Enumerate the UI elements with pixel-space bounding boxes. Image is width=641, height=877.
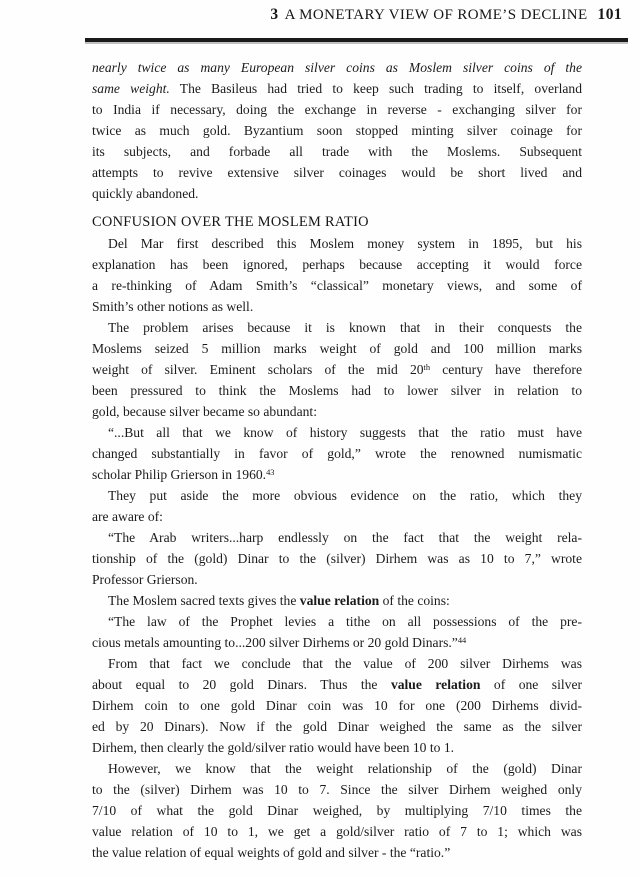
text-segment: ed by 20 Dinars). Now if the gold Dinar weighed the same as the silver	[92, 719, 582, 734]
text-segment: “...But all that we know of history suggests that the ratio must have	[108, 425, 582, 440]
text-segment: value relation of 10 to 1, we get a gold/silver ratio of 7 to 1; which was	[92, 824, 582, 839]
text-segment: value relation	[390, 677, 481, 692]
section-heading: CONFUSION OVER THE MOSLEM RATIO	[92, 214, 369, 230]
text-line	[92, 443, 582, 464]
page-number: 101	[597, 6, 622, 23]
text-segment: The Basileus had tried to keep such trading to itself, overland	[169, 81, 582, 96]
text-line	[92, 183, 582, 204]
text-segment: value relation	[299, 593, 380, 608]
text-line	[92, 674, 582, 695]
footnote-reference: th	[423, 362, 431, 373]
text-line	[92, 485, 582, 506]
text-segment: same weight.	[92, 81, 170, 96]
text-line	[92, 632, 582, 653]
text-segment: They put aside the more obvious evidence on the ratio, which they	[108, 488, 582, 503]
text-line	[92, 254, 582, 275]
text-segment: attempts to revive extensive silver coinages would be short lived and	[92, 165, 582, 180]
page-body	[92, 57, 582, 863]
text-segment: gold, because silver became so abundant:	[92, 404, 317, 419]
text-line	[92, 78, 582, 99]
paragraph	[92, 233, 582, 317]
text-segment: a re-thinking of Adam Smith’s “classical” monetary views, and some of	[92, 278, 582, 293]
text-line	[92, 653, 582, 674]
paragraph	[92, 758, 582, 863]
paragraph	[92, 527, 582, 590]
text-segment: 7/10 of what the gold Dinar weighed, by multiplying 7/10 times the	[92, 803, 582, 818]
paragraph	[92, 653, 582, 758]
text-line	[92, 716, 582, 737]
text-segment: From that fact we conclude that the value of 200 silver Dirhems was	[108, 656, 582, 671]
text-line	[92, 821, 582, 842]
text-segment: The problem arises because it is known that in their conquests the	[108, 320, 582, 335]
footnote-reference: 43	[266, 467, 275, 478]
text-segment: changed substantially in favor of gold,” wrote the renowned numismatic	[92, 446, 582, 461]
text-segment: twice as much gold. Byzantium soon stopped minting silver coinage for	[92, 123, 582, 138]
text-segment: about equal to 20 gold Dinars. Thus the	[92, 677, 391, 692]
text-segment: Dirhem, then clearly the gold/silver ratio would have been 10 to 1.	[92, 740, 455, 755]
text-segment: Del Mar first described this Moslem money system in 1895, but his	[108, 236, 582, 251]
text-segment: been pressured to think the Moslems had to lower silver in relation to	[92, 383, 582, 398]
text-line	[92, 233, 582, 254]
text-line	[92, 338, 582, 359]
text-line	[92, 548, 582, 569]
text-line	[92, 422, 582, 443]
text-segment: Smith’s other notions as well.	[92, 299, 254, 314]
text-line	[92, 141, 582, 162]
text-line	[92, 120, 582, 141]
text-line	[92, 590, 582, 611]
text-line	[92, 162, 582, 183]
text-segment: of the coins:	[379, 593, 450, 608]
paragraph	[92, 590, 582, 611]
paragraph	[92, 422, 582, 485]
text-line	[92, 380, 582, 401]
text-segment: Moslems seized 5 million marks weight of gold and 100 million marks	[92, 341, 582, 356]
running-header	[85, 6, 622, 24]
text-segment: However, we know that the weight relationship of the (gold) Dinar	[108, 761, 582, 776]
text-line	[92, 359, 582, 380]
text-segment: nearly twice as many European silver coins as Moslem silver coins of the	[92, 60, 582, 75]
text-segment: Professor Grierson.	[92, 572, 198, 587]
text-segment: Dirhem coin to one gold Dinar coin was 10 for one (200 Dirhems divid-	[92, 698, 582, 713]
text-segment: century have therefore	[430, 362, 582, 377]
text-line	[92, 296, 582, 317]
text-segment: tionship of the (gold) Dinar to the (silver) Dirhem was as 10 to 7,” wrote	[92, 551, 582, 566]
paragraph	[92, 485, 582, 527]
text-segment: the value relation of equal weights of gold and silver - the “ratio.”	[92, 845, 451, 860]
text-line	[92, 695, 582, 716]
text-segment: scholar Philip Grierson in 1960.	[92, 467, 267, 482]
text-line	[92, 800, 582, 821]
text-segment: “The law of the Prophet levies a tithe on all possessions of the pre-	[108, 614, 582, 629]
paragraph	[92, 317, 582, 422]
text-segment: explanation has been ignored, perhaps because accepting it would force	[92, 257, 582, 272]
chapter-number: 3	[270, 6, 279, 23]
header-title: A MONETARY VIEW OF ROME’S DECLINE	[284, 7, 588, 23]
text-line	[92, 758, 582, 779]
text-line	[92, 464, 582, 485]
text-line	[92, 737, 582, 758]
text-line	[92, 842, 582, 863]
header-rule	[85, 38, 628, 42]
text-segment: The Moslem sacred texts gives the	[108, 593, 300, 608]
text-line	[92, 527, 582, 548]
text-segment: of one silver	[480, 677, 582, 692]
text-line	[92, 401, 582, 422]
text-segment: to the (silver) Dirhem was 10 to 7. Since the silver Dirhem weighed only	[92, 782, 582, 797]
text-segment: are aware of:	[92, 509, 163, 524]
text-segment: weight of silver. Eminent scholars of the mid 20	[92, 362, 424, 377]
text-segment: its subjects, and forbade all trade with the Moslems. Subsequent	[92, 144, 582, 159]
text-line	[92, 779, 582, 800]
paragraph	[92, 611, 582, 653]
paragraph	[92, 57, 582, 204]
text-line	[92, 611, 582, 632]
text-segment: cious metals amounting to...200 silver Dirhems or 20 gold Dinars.”	[92, 635, 458, 650]
text-line	[92, 99, 582, 120]
text-line	[92, 569, 582, 590]
text-line	[92, 275, 582, 296]
text-line	[92, 57, 582, 78]
text-segment: “The Arab writers...harp endlessly on the fact that the weight rela-	[108, 530, 582, 545]
text-segment: quickly abandoned.	[92, 186, 199, 201]
text-line	[92, 317, 582, 338]
footnote-reference: 44	[457, 635, 467, 646]
text-segment: to India if necessary, doing the exchange in reverse - exchanging silver for	[92, 102, 582, 117]
text-line	[92, 506, 582, 527]
